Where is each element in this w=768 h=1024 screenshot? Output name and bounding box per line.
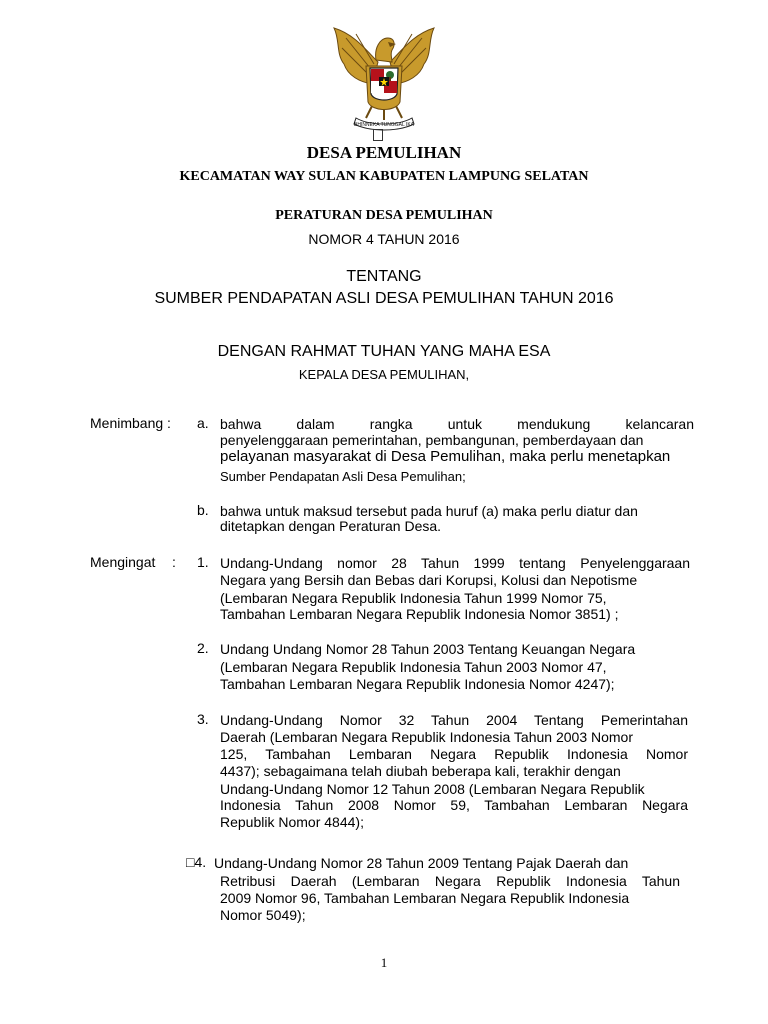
mengingat-item-line: (Lembaran Negara Republik Indonesia Tahun 1999 Nomor 75,: [220, 590, 607, 606]
mengingat-item-marker: □4.: [186, 854, 207, 870]
garuda-emblem-icon: [326, 20, 442, 134]
mengingat-item-line: (Lembaran Negara Republik Indonesia Tahun 2003 Nomor 47,: [220, 659, 607, 675]
stray-box-glyph: [373, 129, 383, 141]
mengingat-item-line: Undang-Undang Nomor 28 Tahun 2009 Tentang Pajak Daerah dan: [214, 855, 629, 871]
mengingat-colon: :: [172, 554, 176, 570]
menimbang-a-line: Sumber Pendapatan Asli Desa Pemulihan;: [220, 469, 466, 484]
regulation-title: PERATURAN DESA PEMULIHAN: [275, 208, 493, 223]
mengingat-label: Mengingat: [90, 554, 156, 570]
mengingat-item-line: Negara yang Bersih dan Bebas dari Korupsi, Kolusi dan Nepotisme: [220, 572, 638, 588]
menimbang-a-marker: a.: [197, 415, 209, 431]
regulation-number: NOMOR 4 TAHUN 2016: [308, 231, 460, 247]
village-title: DESA PEMULIHAN: [306, 143, 462, 162]
page-number: 1: [380, 955, 388, 970]
village-head-line: KEPALA DESA PEMULIHAN,: [298, 367, 470, 382]
mengingat-item-line: Undang-Undang Nomor 32 Tahun 2004 Tentang Pemerintahan: [220, 712, 688, 728]
mengingat-item-line: Undang-Undang Nomor 12 Tahun 2008 (Lembaran Negara Republik: [220, 781, 645, 797]
menimbang-b-marker: b.: [197, 502, 209, 518]
mengingat-item-line: Daerah (Lembaran Negara Republik Indonesia Tahun 2003 Nomor: [220, 729, 633, 745]
mengingat-item-line: Retribusi Daerah (Lembaran Negara Republik Indonesia Tahun: [220, 873, 680, 889]
mengingat-item-line: Republik Nomor 4844);: [220, 814, 364, 830]
mengingat-item-line: Undang Undang Nomor 28 Tahun 2003 Tentang Keuangan Negara: [220, 641, 636, 657]
mengingat-item-marker: 3.: [197, 711, 209, 727]
mengingat-item-line: Tambahan Lembaran Negara Republik Indonesia Nomor 3851) ;: [220, 606, 619, 622]
menimbang-label: Menimbang :: [90, 415, 171, 431]
mengingat-item-marker: 1.: [197, 554, 209, 570]
menimbang-a-line: penyelenggaraan pemerintahan, pembangunan, pemberdayaan dan: [220, 432, 644, 448]
menimbang-a-line: pelayanan masyarakat di Desa Pemulihan, maka perlu menetapkan: [220, 448, 671, 465]
district-title: KECAMATAN WAY SULAN KABUPATEN LAMPUNG SELATAN: [179, 169, 589, 184]
regulation-subject: SUMBER PENDAPATAN ASLI DESA PEMULIHAN TAHUN 2016: [154, 290, 614, 307]
mengingat-item-line: 125, Tambahan Lembaran Negara Republik Indonesia Nomor: [220, 746, 688, 762]
mengingat-item-line: Undang-Undang nomor 28 Tahun 1999 tentang Penyelenggaraan: [220, 555, 690, 571]
mengingat-item-line: 4437); sebagaimana telah diubah beberapa kali, terakhir dengan: [220, 763, 621, 779]
mengingat-item-line: Nomor 5049);: [220, 907, 306, 923]
mengingat-item-marker: 2.: [197, 640, 209, 656]
menimbang-b-line: bahwa untuk maksud tersebut pada huruf (a) maka perlu diatur dan: [220, 503, 638, 519]
svg-text:BHINNEKA TUNGGAL IKA: BHINNEKA TUNGGAL IKA: [353, 122, 415, 128]
grace-line: DENGAN RAHMAT TUHAN YANG MAHA ESA: [217, 343, 551, 360]
menimbang-b-line: ditetapkan dengan Peraturan Desa.: [220, 518, 442, 534]
menimbang-a-line: bahwa dalam rangka untuk mendukung kelancaran: [220, 416, 694, 432]
about-label: TENTANG: [346, 268, 422, 285]
mengingat-item-line: 2009 Nomor 96, Tambahan Lembaran Negara Republik Indonesia: [220, 890, 630, 906]
mengingat-item-line: Tambahan Lembaran Negara Republik Indonesia Nomor 4247);: [220, 676, 615, 692]
mengingat-item-line: Indonesia Tahun 2008 Nomor 59, Tambahan Lembaran Negara: [220, 797, 688, 813]
